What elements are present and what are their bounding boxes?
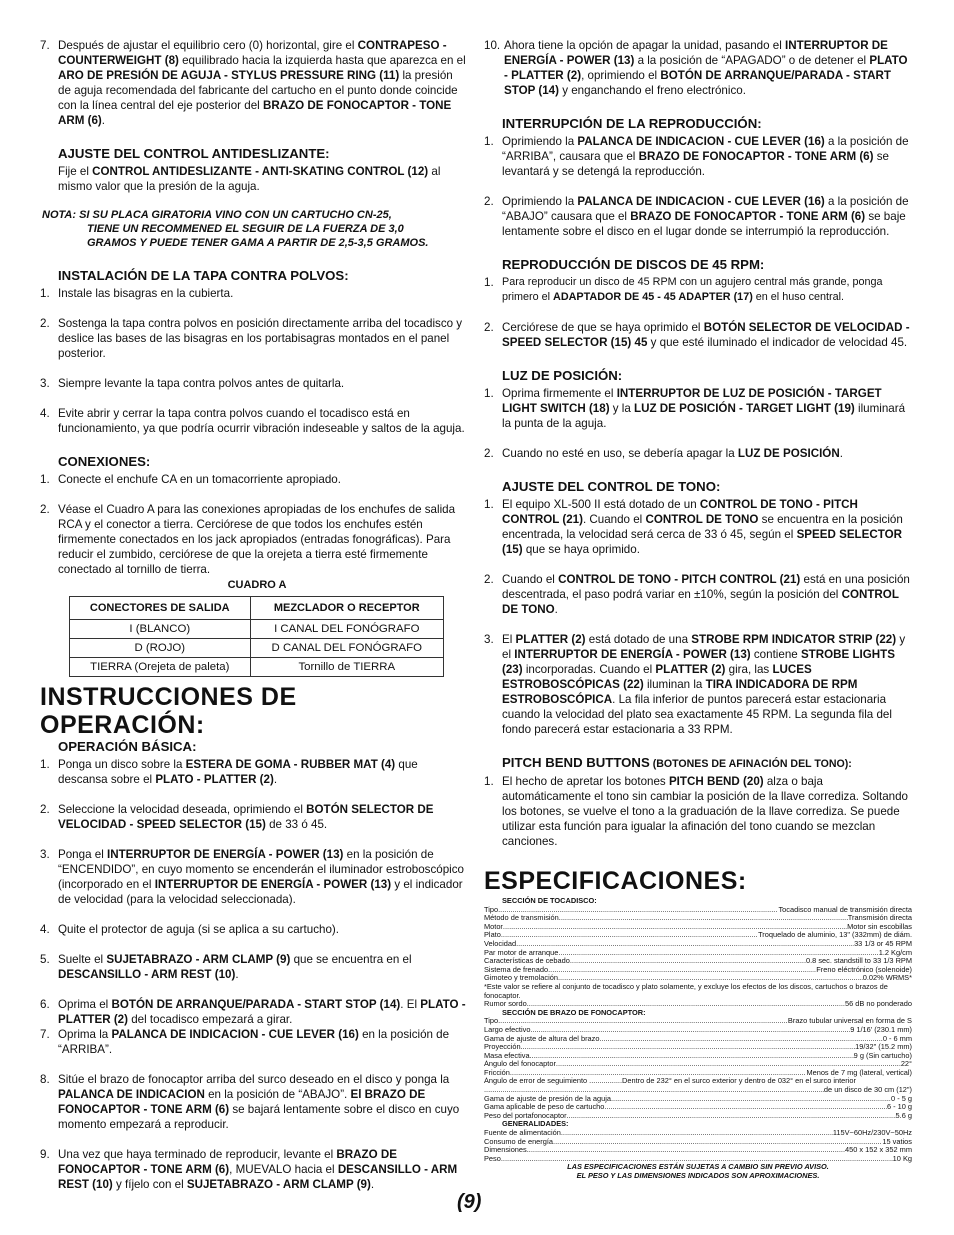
list-item: 1. Ponga un disco sobre la ESTERA DE GOMA - RUBBER MAT (4) que descansa sobre el PLATO - PLATTER (2). <box>40 757 468 787</box>
text-run: en el huso central. <box>752 291 845 303</box>
text-run: a la posición de “ABAJO” causara que el <box>502 195 909 223</box>
text-run: Oprima la <box>58 1028 112 1041</box>
list-item: 1. Oprima firmemente el INTERRUPTOR DE LUZ DE POSICIÓN - TARGET LIGHT SWITCH (18) y la LUZ DE POSICIÓN - TARGET LIGHT (19) iluminará la punta de la aguja. <box>484 386 912 431</box>
list-item-text <box>502 275 912 305</box>
list-item: 1. El equipo XL-500 II está dotado de un CONTROL DE TONO - PITCH CONTROL (21). Cuando el CONTROL DE TONO se encuentra en la posición encentrada, la velocidad será cerca de 33 ó 45, según el SPEED SELECTOR (15) que se haya oprimido. <box>484 497 912 557</box>
spec-value: 1.2 Kg/cm <box>878 948 912 957</box>
spec-row <box>484 931 912 940</box>
text-run: Fije el <box>58 165 93 178</box>
list-item-text <box>58 802 468 832</box>
text-run: Seleccione la velocidad deseada, oprimiendo el <box>58 803 307 816</box>
list-item-text: Sostenga la tapa contra polvos en posición directamente arriba del tocadisco y deslice las bases de las bisagras en los portabisagras montados en el panel posterior. <box>58 317 463 360</box>
text-run: equilibrado hacia la izquierda hasta que aparezca en el <box>178 54 466 67</box>
right-column <box>484 38 912 1181</box>
text-run: de 33 ó 45. <box>265 818 328 831</box>
spec-key: Gama de ajuste de altura del brazo <box>484 1034 600 1043</box>
list-item-text <box>502 497 912 557</box>
section-title: AJUSTE DEL CONTROL ANTIDESLIZANTE: <box>58 146 330 161</box>
spec-value: Menos de 7 mg (lateral, vertical) <box>806 1068 912 1077</box>
spec-value: de un disco de 30 cm (12") <box>823 1086 912 1095</box>
bold-term: CONTRAPESO - COUNTERWEIGHT (8) <box>58 39 447 67</box>
bold-term: PALANCA DE INDICACION <box>58 1088 205 1101</box>
spec-key: Rumor sordo <box>484 1000 527 1009</box>
pitch-list <box>484 774 912 849</box>
spec-value: Tocadisco manual de transmisión directa <box>778 905 912 914</box>
bold-term: CONTROL DE TONO <box>502 588 899 616</box>
spec-value: 10 Kg <box>892 1154 912 1163</box>
spec-row <box>484 1017 912 1026</box>
list-item-text <box>58 757 468 787</box>
text-run: Una vez que haya terminado de reproducir, levante el <box>58 1148 337 1161</box>
bold-term: PLATTER (2) <box>515 633 586 646</box>
bold-term: LUZ DE POSICIÓN - TARGET LIGHT (19) <box>634 402 855 415</box>
spec-key: Gama de ajuste de presión de la aguja <box>484 1094 611 1103</box>
spec-row <box>484 1103 912 1112</box>
bold-term: BOTÓN SELECTOR DE VELOCIDAD - SPEED SELECTOR (15) 45 <box>502 321 910 349</box>
table-header: CONECTORES DE SALIDA <box>70 597 251 620</box>
text-run: Quite el protector de aguja (si se aplica a su cartucho). <box>58 923 339 936</box>
bold-term: PALANCA DE INDICACION - CUE LEVER (16) <box>111 1028 359 1041</box>
text-run: que se encuentra en el <box>290 953 412 966</box>
spec-row <box>484 1069 912 1078</box>
bold-term: BOTÓN DE ARRANQUE/PARADA - START STOP (14) <box>504 69 891 97</box>
text-run: Para reproducir un disco de 45 RPM con un agujero central más grande, ponga primero el <box>502 276 883 303</box>
list-item: 5. Suelte el SUJETABRAZO - ARM CLAMP (9) que se encuentra en el DESCANSILLO - ARM REST (10). <box>40 952 468 982</box>
dust-cover-list <box>40 286 468 436</box>
text-run: en la posición de “ARRIBA”. <box>58 1028 450 1056</box>
text-run: . <box>235 968 239 981</box>
spec-section-title: SECCIÓN DE TOCADISCO: <box>502 896 597 905</box>
spec-footnote: EL PESO Y LAS DIMENSIONES INDICADOS SON APROXIMACIONES. <box>576 1171 820 1180</box>
spec-section-title: SECCIÓN DE BRAZO DE FONOCAPTOR: <box>502 1007 646 1017</box>
spec-value: Brazo tubular universal en forma de S <box>787 1017 912 1026</box>
bold-term: SUJETABRAZO - ARM CLAMP (9) <box>186 1178 371 1191</box>
section-title: AJUSTE DEL CONTROL DE TONO: <box>502 479 721 494</box>
table-row <box>70 658 444 677</box>
spec-key: Velocidad <box>484 939 517 948</box>
text-run: . <box>370 1178 375 1191</box>
spec-key: Método de transmisión <box>484 914 559 923</box>
table-header: MEZCLADOR O RECEPTOR <box>250 597 443 620</box>
list-item-text <box>502 572 912 617</box>
list-item: 1. Instale las bisagras en la cubierta. <box>40 286 468 301</box>
bold-term: BRAZO DE FONOCAPTOR - TONE ARM (6) <box>630 210 866 223</box>
text-run: alza o baja automáticamente el tono sin cambiar la posición de la llave corrediza. Soltando los botones, se vuelve el tono a la graduación de la llave corrediza. Se puede utilizar esta función para igualar la afinación del tono cuando se mezclan canciones. <box>502 775 909 848</box>
text-run: Cerciórese de que se haya oprimido el <box>502 321 704 334</box>
bold-term: CONTROL DE TONO - PITCH CONTROL (21) <box>558 573 801 586</box>
note-line: NOTA: SI SU PLACA GIRATORIA VINO CON UN CARTUCHO CN-25, <box>42 209 392 221</box>
operation-heading: INSTRUCCIONES DE OPERACIÓN: <box>40 683 297 739</box>
bold-term: STROBE LIGHTS (23) <box>502 648 895 676</box>
spec-key: Fricción <box>484 1068 510 1077</box>
text-run: y que esté iluminado el indicador de velocidad 45. <box>647 336 908 349</box>
spec-value: 0.8 sec. standstill to 33 1/3 RPM <box>806 957 912 966</box>
text-run: gira, las <box>725 663 773 676</box>
table-cell: D (ROJO) <box>70 639 251 658</box>
list-item-text <box>58 1072 468 1132</box>
spec-value: Freno eléctrónico (solenoide) <box>816 965 912 974</box>
spec-row <box>484 949 912 958</box>
bold-term: PLATO - PLATTER (2) <box>155 773 274 786</box>
text-run: al mismo valor que la presión de la aguja. <box>58 165 441 193</box>
bold-term: PLATTER (2) <box>655 663 726 676</box>
text-run: Oprima el <box>58 998 112 1011</box>
list-item: 1. Conecte el enchufe CA en un tomacorriente apropiado. <box>40 472 468 487</box>
table-cell: I CANAL DEL FONÓGRAFO <box>250 620 443 639</box>
text-run: Después de ajustar el equilibrio cero (0) horizontal, gire el <box>58 39 358 52</box>
list-item: 1. Para reproducir un disco de 45 RPM con un agujero central más grande, ponga primero el ADAPTADOR DE 45 - 45 ADAPTER (17) en el huso central. <box>484 275 912 305</box>
spec-value: 6 - 10 g <box>886 1103 912 1112</box>
text-run: . <box>554 603 558 616</box>
spec-row <box>484 1146 912 1155</box>
bold-term: INTERRUPTOR DE ENERGÍA - POWER (13) <box>154 878 392 891</box>
page-number: (9) <box>457 1191 482 1213</box>
text-run: y el indicador de velocidad (para la velocidad seleccionada). <box>58 878 463 906</box>
list-item-text <box>502 194 912 239</box>
section-title: REPRODUCCIÓN DE DISCOS DE 45 RPM: <box>502 257 765 272</box>
text-run: se encuentra en la posición encentrada, la velocidad será cerca de 33 ó 45, según el <box>502 513 903 541</box>
list-item-text: Instale las bisagras en la cubierta. <box>58 287 234 300</box>
list-item: 7. Oprima la PALANCA DE INDICACION - CUE LEVER (16) en la posición de “ARRIBA”. <box>40 1027 468 1057</box>
text-run: iluminan la <box>643 678 706 691</box>
spec-value: 33 1/3 or 45 RPM <box>854 939 912 948</box>
text-run: incorporadas. Cuando el <box>522 663 656 676</box>
list-item-text <box>502 446 912 461</box>
spec-value: 15 vatios <box>882 1137 912 1146</box>
text-run: Oprima firmemente el <box>502 387 617 400</box>
list-item-text: Evite abrir y cerrar la tapa contra polvos cuando el tocadisco está en funcionamiento, ya que podría ocurrir vibración indeseable y saltos de la aguja. <box>58 407 465 435</box>
list-item: 1. El hecho de apretar los botones PITCH BEND (20) alza o baja automáticamente el tono sin cambiar la posición de la llave corrediza. Soltando los botones, se vuelve el tono a la graduación de la llave corrediza. Se puede utilizar esta función para igualar la afinación del tono cuando se mezclan canciones. <box>484 774 912 849</box>
spec-key: Gimoteo y tremolación <box>484 974 558 983</box>
spec-key: Tipo <box>484 1017 499 1026</box>
specifications <box>484 897 912 1181</box>
spec-row <box>484 914 912 923</box>
spec-row <box>484 923 912 932</box>
list-item-text <box>58 952 468 982</box>
text-run: . Cuando el <box>582 513 646 526</box>
spec-value: Motor sin escobillas <box>847 922 912 931</box>
bold-term: PALANCA DE INDICACION - CUE LEVER (16) <box>577 195 825 208</box>
bold-term: El BRAZO DE FONOCAPTOR - TONE ARM (6) <box>58 1088 426 1116</box>
step-10-text <box>504 38 912 98</box>
list-item: 4. Evite abrir y cerrar la tapa contra polvos cuando el tocadisco está en funcionamiento, ya que podría ocurrir vibración indeseable y saltos de la aguja. <box>40 406 468 436</box>
bold-term: LUZ DE POSICIÓN <box>737 447 840 460</box>
list-item-text <box>502 134 912 179</box>
spec-value: 9 g (Sin cartucho) <box>853 1051 912 1060</box>
list-item: 2. Cuando el CONTROL DE TONO - PITCH CONTROL (21) está en una posición descentrada, el paso podrá variar en ±10%, según la posición del CONTROL DE TONO. <box>484 572 912 617</box>
spec-section-title: GENERALIDADES: <box>502 1119 569 1129</box>
connections-table <box>69 596 444 677</box>
text-run: que descansa sobre el <box>58 758 418 786</box>
text-run: en la posición de “ABAJO”. <box>204 1088 351 1101</box>
list-item-text <box>502 774 912 849</box>
text-run: El <box>502 633 516 646</box>
spec-value: Troquelado de aluminio, 13" (332mm) de diám. <box>758 931 912 940</box>
text-run: Ponga un disco sobre la <box>58 758 186 771</box>
list-item-text <box>58 997 468 1027</box>
bold-term: BRAZO DE FONOCAPTOR - TONE ARM (6) <box>638 150 874 163</box>
list-item: 2. Véase el Cuadro A para las conexiones apropiadas de los enchufes de salida RCA y el conector a tierra. Cerciórese de que todos los enchufes estén firmemente conectados en los jack apropiados (entradas fonográficas). Para reducir el zumbido, cerciórese de que la orejeta a tierra esté firmemente conectado al tornillo de tierra. <box>40 502 468 577</box>
note-block <box>40 208 468 250</box>
text-run: . <box>839 447 843 460</box>
left-column <box>40 38 468 1192</box>
list-item: 10. Ahora tiene la opción de apagar la unidad, pasando el INTERRUPTOR DE ENERGÍA - POWER (13) a la posición de “APAGADO” o de detener el PLATO - PLATTER (2), oprimiendo el BOTÓN DE ARRANQUE/PARADA - START STOP (14) y enganchando el freno electrónico. <box>484 38 912 98</box>
text-run: Oprimiendo la <box>502 135 578 148</box>
spec-row <box>484 1035 912 1044</box>
table-cell: TIERRA (Orejeta de paleta) <box>70 658 251 677</box>
spec-key: Plato <box>484 931 501 940</box>
list-item-text <box>502 632 912 737</box>
text-run: Ponga el <box>58 848 107 861</box>
text-run: y la <box>609 402 635 415</box>
text-run: . <box>101 114 106 127</box>
table-row <box>70 639 444 658</box>
text-run: a la posición de “ARRIBA”, causara que el <box>502 135 909 163</box>
text-run: Sitúe el brazo de fonocaptor arriba del surco deseado en el disco y ponga la <box>58 1073 450 1086</box>
bold-term: BRAZO DE FONOCAPTOR - TONE ARM (6) <box>58 1148 397 1176</box>
text-run: se baje lentamente sobre el disco en el lugar donde se interrumpió la reproducción. <box>502 210 906 238</box>
section-title: CONEXIONES: <box>58 454 151 469</box>
text-run: . La fila inferior de puntos parecerá estar estacionaria cuando la velocidad del plato sea exactamente 45 RPM. La segunda fila del fondo parecerá estar estacionaria a 33 RPM. <box>502 693 892 736</box>
rpm45-list <box>484 275 912 350</box>
list-item: 6. Oprima el BOTÓN DE ARRANQUE/PARADA - START STOP (14). El PLATO - PLATTER (2) del tocadisco empezará a girar. <box>40 997 468 1027</box>
bold-term: PALANCA DE INDICACION - CUE LEVER (16) <box>577 135 825 148</box>
list-item: 2. Cuando no esté en uso, se debería apagar la LUZ DE POSICIÓN. <box>484 446 912 461</box>
spec-row <box>484 906 912 915</box>
text-run: a la posición de “APAGADO” o de detener el <box>634 54 870 67</box>
spec-key: Gama aplicable de peso de cartucho <box>484 1103 605 1112</box>
text-run: está dotado de una <box>585 633 692 646</box>
spec-key: Consumo de energía <box>484 1137 554 1146</box>
text-run: Oprimiendo la <box>502 195 578 208</box>
spec-value: 56 dB no ponderado <box>845 1000 912 1009</box>
section-title: INSTALACIÓN DE LA TAPA CONTRA POLVOS: <box>58 268 349 283</box>
list-item: 3. Siempre levante la tapa contra polvos antes de quitarla. <box>40 376 468 391</box>
list-item-text <box>58 1027 468 1057</box>
table-row <box>70 620 444 639</box>
bold-term: BOTÓN SELECTOR DE VELOCIDAD - SPEED SELECTOR (15) <box>58 803 434 831</box>
bold-term: LUCES ESTROBOSCÓPICAS (22) <box>502 663 812 691</box>
list-item-text: Véase el Cuadro A para las conexiones apropiadas de los enchufes de salida RCA y el conector a tierra. Cerciórese de que todos los enchufes estén firmemente conectados en los jack apropiados (entradas fonográficas). Para reducir el zumbido, cerciórese de que la orejeta a tierra esté firmemente conectado al tornillo de tierra. <box>58 503 456 576</box>
bold-term: ADAPTADOR DE 45 - 45 ADAPTER (17) <box>553 291 753 303</box>
bold-term: PLATO - PLATTER (2) <box>58 998 466 1026</box>
text-run: El hecho de apretar los botones <box>502 775 669 788</box>
text-run: está en una posición descentrada, el paso podrá variar en ±10%, según la posición del <box>502 573 910 601</box>
list-item: 7. Después de ajustar el equilibrio cero (0) horizontal, gire el CONTRAPESO - COUNTERWEIGHT (8) equilibrado hacia la izquierda hasta que aparezca en el ARO DE PRESIÓN DE AGUJA - STYLUS PRESSURE RING (11) la presión de aguja recomendada del fabricante del cartucho en el punto donde coincide con la línea central del eje posterior del BRAZO DE FONOCAPTOR - TONE ARM (6). <box>40 38 468 128</box>
bold-term: PITCH BEND (20) <box>668 775 764 788</box>
text-run: y fíjelo con el <box>112 1178 187 1191</box>
section-title: INTERRUPCIÓN DE LA REPRODUCCIÓN: <box>502 116 762 131</box>
text-run: se bajará lentamente sobre el disco en cuyo momento empezará a reproducir. <box>58 1103 460 1131</box>
spec-key: Fuente de alimentación <box>484 1129 561 1138</box>
text-run: Cuando el <box>502 573 559 586</box>
spec-value: 450 x 152 x 352 mm <box>845 1146 912 1155</box>
text-run: y el <box>502 633 906 661</box>
text-run: del tocadisco empezará a girar. <box>128 1013 293 1026</box>
text-run: , MUEVALO hacia el <box>229 1163 338 1176</box>
spec-value: 9 1/16' (230.1 mm) <box>850 1025 912 1034</box>
text-run: Ahora tiene la opción de apagar la unidad, pasando el <box>504 39 786 52</box>
spec-key: Características de cebado <box>484 957 570 966</box>
list-item: 2. Sostenga la tapa contra polvos en posición directamente arriba del tocadisco y deslice las bases de las bisagras en los portabisagras montados en el panel posterior. <box>40 316 468 361</box>
spec-key: Largo efectivo <box>484 1025 531 1034</box>
list-item: 1. Oprimiendo la PALANCA DE INDICACION - CUE LEVER (16) a la posición de “ARRIBA”, causara que el BRAZO DE FONOCAPTOR - TONE ARM (6) se levantará y se detengá la reproducción. <box>484 134 912 179</box>
spec-key: Ángulo del fonocaptor <box>484 1060 556 1069</box>
bold-term: DESCANSILLO - ARM REST (10) <box>58 968 236 981</box>
spec-note: *Este valor se refiere al conjunto de tocadisco y plato solamente, y excluye los efectos de los discos, cartuchos o brazos de fonocaptor. <box>484 981 888 1000</box>
spec-key: Par motor de arranque <box>484 948 559 957</box>
text-run: y enganchando el freno electrónico. <box>559 84 746 97</box>
bold-term: INTERRUPTOR DE ENERGÍA - POWER (13) <box>107 848 344 861</box>
note-line: TIENE UN RECOMMENED EL SEGUIR DE LA FUERZA DE 3,0 <box>87 223 404 235</box>
bold-term: INTERRUPTOR DE LUZ DE POSICIÓN - TARGET LIGHT SWITCH (18) <box>502 387 882 415</box>
spec-row <box>484 1060 912 1069</box>
table-cell: D CANAL DEL FONÓGRAFO <box>250 639 443 658</box>
specs-heading: ESPECIFICACIONES: <box>484 867 747 895</box>
list-item-text <box>58 1147 468 1192</box>
table-header-row <box>70 597 444 620</box>
spec-row <box>484 1026 912 1035</box>
basic-operation-list <box>40 757 468 1192</box>
text-run: contiene <box>750 648 801 661</box>
table-caption: CUADRO A <box>227 579 287 591</box>
connections-list <box>40 472 468 577</box>
list-item: 9. Una vez que haya terminado de reproducir, levante el BRAZO DE FONOCAPTOR - TONE ARM (6), MUEVALO hacia el DESCANSILLO - ARM REST (10) y fíjelo con el SUJETABRAZO - ARM CLAMP (9). <box>40 1147 468 1192</box>
list-item-text: Conecte el enchufe CA en un tomacorriente apropiado. <box>58 473 341 486</box>
bold-term: BOTÓN DE ARRANQUE/PARADA - START STOP (14) <box>111 998 401 1011</box>
text-run: Cuando no esté en uso, se debería apagar la <box>502 447 738 460</box>
spec-row <box>484 1052 912 1061</box>
step-7-text <box>58 38 468 128</box>
interrupt-list <box>484 134 912 239</box>
bold-term: STROBE RPM INDICATOR STRIP (22) <box>691 633 897 646</box>
spec-value: 19/32" (15.2 mm) <box>855 1043 912 1052</box>
list-item-text <box>58 922 468 937</box>
spec-key: Sistema de frenado <box>484 965 549 974</box>
text-run: en la posición de “ENCENDIDO”, en cuyo momento se encenderán el iluminador estroboscópico (incorporado en el <box>58 848 464 891</box>
spec-key: Ángulo de error de seguimiento ................Dentro de 232° en el surco exterior y dentro de 032° en el surco interior <box>484 1077 856 1086</box>
spec-row <box>484 966 912 975</box>
spec-value: 0 - 5 g <box>891 1094 912 1103</box>
bold-term: SUJETABRAZO - ARM CLAMP (9) <box>106 953 291 966</box>
list-item: 2. Oprimiendo la PALANCA DE INDICACION - CUE LEVER (16) a la posición de “ABAJO” causara que el BRAZO DE FONOCAPTOR - TONE ARM (6) se baje lentamente sobre el disco en el lugar donde se interrumpió la reproducción. <box>484 194 912 239</box>
bold-term: CONTROL DE TONO <box>645 513 759 526</box>
list-item: 2. Seleccione la velocidad deseada, oprimiendo el BOTÓN SELECTOR DE VELOCIDAD - SPEED SELECTOR (15) de 33 ó 45. <box>40 802 468 832</box>
text-run: que se haya oprimido. <box>522 543 640 556</box>
spec-row <box>484 1129 912 1138</box>
spec-key: Dimensiones <box>484 1146 527 1155</box>
tone-list <box>484 497 912 737</box>
spec-row <box>484 1138 912 1147</box>
bold-term: CONTROL DE TONO - PITCH CONTROL (21) <box>502 498 858 526</box>
bold-term: CONTROL ANTIDESLIZANTE - ANTI-SKATING CONTROL (12) <box>92 165 429 178</box>
spec-value: 5.6 g <box>895 1111 912 1120</box>
spec-row <box>484 1077 912 1086</box>
section-title: LUZ DE POSICIÓN: <box>502 368 623 383</box>
bold-term: SPEED SELECTOR (15) <box>502 528 903 556</box>
target-light-list <box>484 386 912 461</box>
spec-key: Peso del portafonocaptor <box>484 1111 567 1120</box>
bold-term: BRAZO DE FONOCAPTOR - TONE ARM (6) <box>58 99 452 127</box>
spec-row <box>484 957 912 966</box>
list-item: 2. Cerciórese de que se haya oprimido el BOTÓN SELECTOR DE VELOCIDAD - SPEED SELECTOR (15) 45 y que esté iluminado el indicador de velocidad 45. <box>484 320 912 350</box>
bold-term: ARO DE PRESIÓN DE AGUJA - STYLUS PRESSURE RING (11) <box>58 69 400 82</box>
text-run: se levantará y se detengá la reproducción. <box>502 150 889 178</box>
bold-term: PLATO - PLATTER (2) <box>504 54 908 82</box>
pitch-title-sub: (BOTONES DE AFINACIÓN DEL TONO): <box>649 758 852 770</box>
text-run: la presión de aguja recomendada del fabricante del cartucho en el punto donde coincide con la línea central del eje posterior del <box>58 69 458 112</box>
list-item: 3. Ponga el INTERRUPTOR DE ENERGÍA - POWER (13) en la posición de “ENCENDIDO”, en cuyo momento se encenderán el iluminador estroboscópico (incorporado en el INTERRUPTOR DE ENERGÍA - POWER (13) y el indicador de velocidad (para la velocidad seleccionada). <box>40 847 468 907</box>
text-run: iluminará la punta de la aguja. <box>502 402 906 430</box>
note-line: GRAMOS Y PUEDE TENER GAMA A PARTIR DE 2,5-3,5 GRAMOS. <box>87 237 429 249</box>
table-cell: Tornillo de TIERRA <box>250 658 443 677</box>
list-item-text <box>502 386 912 431</box>
spec-key: Peso <box>484 1154 501 1163</box>
text-run: El equipo XL-500 II está dotado de un <box>502 498 700 511</box>
spec-value: 0.02% WRMS* <box>862 974 912 983</box>
text-run: . El <box>400 998 421 1011</box>
spec-value: 22° <box>900 1060 912 1069</box>
spec-value: Transmisión directa <box>847 914 912 923</box>
spec-row <box>484 940 912 949</box>
text-run: , oprimiendo el <box>581 69 661 82</box>
list-item: 4. Quite el protector de aguja (si se aplica a su cartucho). <box>40 922 468 937</box>
spec-key: Proyección <box>484 1043 521 1052</box>
pitch-title-main: PITCH BEND BUTTONS <box>502 755 650 770</box>
spec-row <box>484 1095 912 1104</box>
spec-row <box>484 1086 912 1095</box>
spec-key: Masa efectiva <box>484 1051 530 1060</box>
spec-key: Tipo <box>484 905 499 914</box>
bold-term: DESCANSILLO - ARM REST (10) <box>58 1163 458 1191</box>
spec-row <box>484 1043 912 1052</box>
list-item-text <box>502 320 912 350</box>
section-title: OPERACIÓN BÁSICA: <box>58 739 197 754</box>
text-run: . <box>273 773 278 786</box>
spec-value: 0 - 6 mm <box>882 1034 912 1043</box>
text-run: Suelte el <box>58 953 107 966</box>
bold-term: INTERRUPTOR DE ENERGÍA - POWER (13) <box>504 39 888 67</box>
spec-footnote: LAS ESPECIFICACIONES ESTÁN SUJETAS A CAMBIO SIN PREVIO AVISO. <box>567 1162 829 1172</box>
list-item: 8. Sitúe el brazo de fonocaptor arriba del surco deseado en el disco y ponga la PALANCA DE INDICACION en la posición de “ABAJO”. El BRAZO DE FONOCAPTOR - TONE ARM (6) se bajará lentamente sobre el disco en cuyo momento empezará a reproducir. <box>40 1072 468 1132</box>
bold-term: INTERRUPTOR DE ENERGÍA - POWER (13) <box>514 648 751 661</box>
spec-key: Motor <box>484 922 503 931</box>
list-item-text: Siempre levante la tapa contra polvos antes de quitarla. <box>58 377 345 390</box>
list-item: 3. El PLATTER (2) está dotado de una STROBE RPM INDICATOR STRIP (22) y el INTERRUPTOR DE ENERGÍA - POWER (13) contiene STROBE LIGHTS (23) incorporadas. Cuando el PLATTER (2) gira, las LUCES ESTROBOSCÓPICAS (22) iluminan la TIRA INDICADORA DE RPM ESTROBOSCÓPICA. La fila inferior de puntos parecerá estar estacionaria cuando la velocidad del plato sea exactamente 45 RPM. La segunda fila del fondo parecerá estar estacionaria a 33 RPM. <box>484 632 912 737</box>
bold-term: ESTERA DE GOMA - RUBBER MAT (4) <box>185 758 396 771</box>
antiskate-text <box>40 164 468 194</box>
bold-term: TIRA INDICADORA DE RPM ESTROBOSCÓPICA <box>502 678 858 706</box>
list-item-text <box>58 847 468 907</box>
spec-value: 115V~60Hz/230V~50Hz <box>832 1129 912 1138</box>
section-title <box>502 755 912 772</box>
table-cell: I (BLANCO) <box>70 620 251 639</box>
